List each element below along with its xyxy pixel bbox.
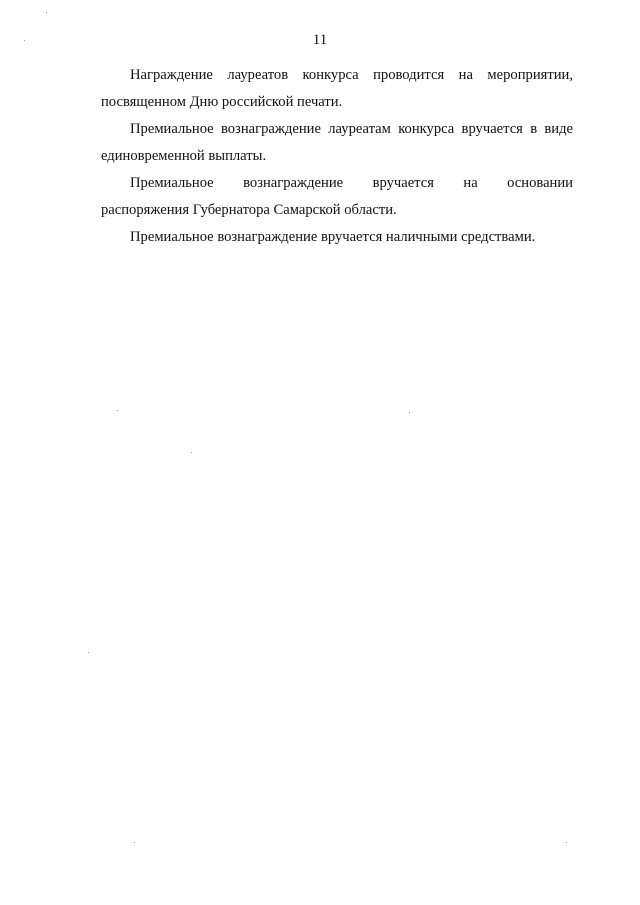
- scan-speck: [117, 410, 118, 411]
- scan-speck: [191, 452, 192, 453]
- paragraph-award-ceremony: [101, 62, 573, 116]
- page-number: 11: [312, 32, 328, 48]
- paragraph-payment-basis: [101, 170, 573, 224]
- paragraph-line: Награждение лауреатов конкурса проводится на мероприятии,: [130, 67, 573, 83]
- paragraph-line: посвященном Дню российской печати.: [101, 94, 343, 110]
- paragraph-payment-cash: [101, 224, 573, 251]
- paragraph-payment-form: [101, 116, 573, 170]
- scan-speck: [134, 842, 135, 843]
- scan-speck: [88, 652, 89, 653]
- scan-speck: [46, 12, 47, 13]
- scan-speck: [24, 40, 25, 41]
- scan-speck: [409, 412, 410, 413]
- paragraph-line: единовременной выплаты.: [101, 148, 267, 164]
- document-body: [101, 62, 573, 251]
- paragraph-line: Премиальное вознаграждение вручается наличными средствами.: [130, 229, 536, 245]
- paragraph-line: Премиальное вознаграждение лауреатам конкурса вручается в виде: [130, 121, 573, 137]
- scan-speck: [566, 842, 567, 843]
- paragraph-line: распоряжения Губернатора Самарской области.: [101, 202, 397, 218]
- paragraph-line: Премиальное вознаграждение вручается на основании: [130, 175, 573, 191]
